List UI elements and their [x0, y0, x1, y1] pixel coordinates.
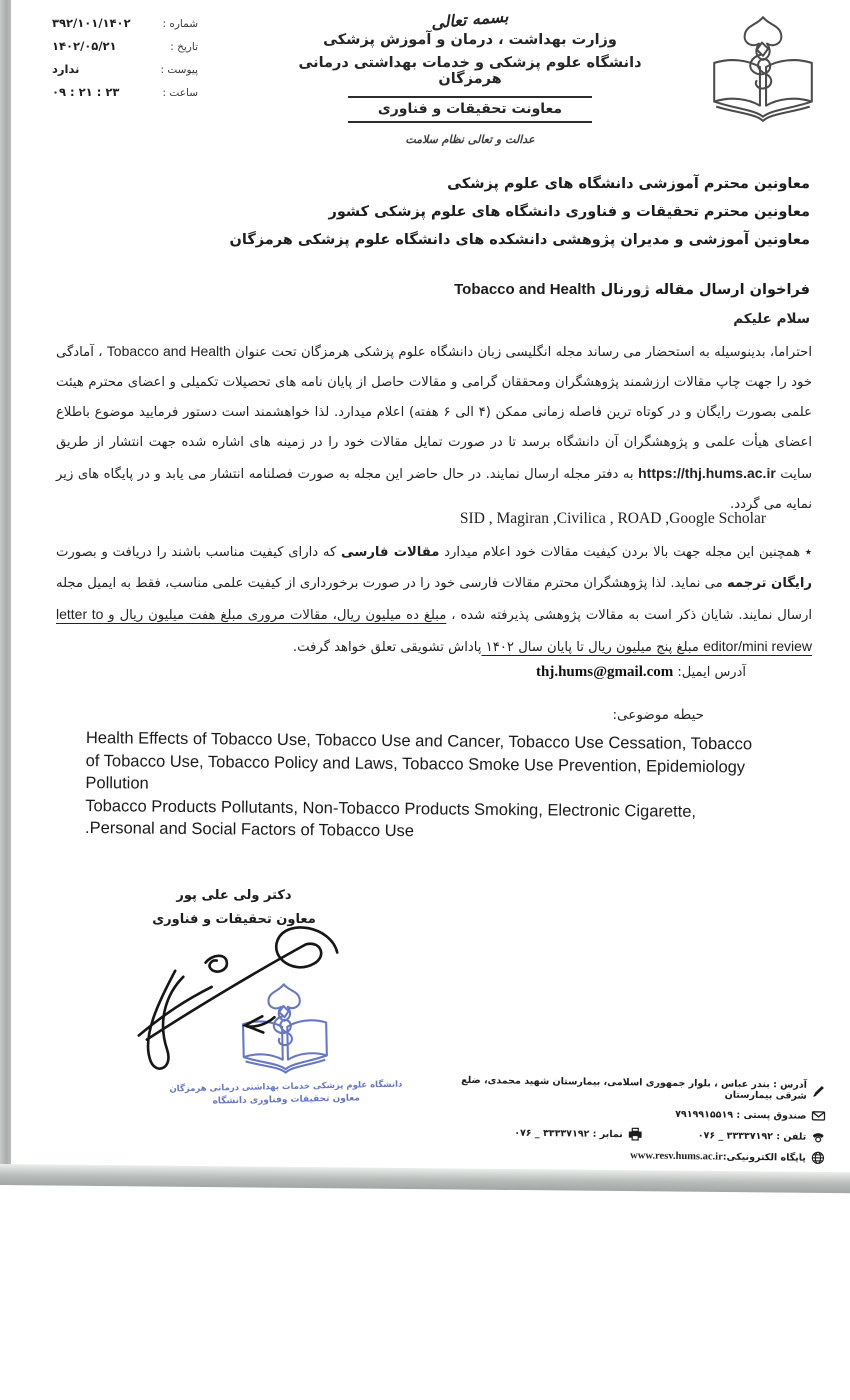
fax-printer-icon: [628, 1127, 642, 1141]
pen-icon: [812, 1084, 826, 1098]
letterhead-center: [286, 6, 654, 146]
stamp-text-line1: دانشگاه علوم پزشکی خدمات بهداشتی درمانی هرمزگان: [169, 1079, 403, 1095]
journal-site-url: https://thj.hums.ac.ir: [638, 465, 776, 481]
meta-value: ۱۴۰۲/۰۵/۲۱: [52, 39, 117, 53]
body1-text: احتراما، بدینوسیله به استحضار می رساند مجله انگلیسی زبان دانشگاه علوم پزشکی هرمزگان تحت عنوان: [230, 345, 812, 360]
meta-row-date: [52, 39, 198, 53]
body1-text: ، آمادگی خود را جهت چاپ مقالات ارزشمند پژوهشگران ومحققان گرامی و مقالات حاصل از پایان نامه های تحصیلات تکمیلی و اعضای محترم هیئت علمی بصورت رایگان و در کوتاه ترین فاصله زمانی ممکن (۴ الی ۶ هفته) اعلام میدارد. لذا خواهشمند است دستور فرمایید موضوع باطلاع اعضای هیأت علمی و پژوهشگران آن دانشگاه برسد تا در صورت تمایل مقالات خود را در زمینه های اشاره شده جهت انتشار از طریق سایت: [56, 345, 812, 482]
subject-line: [60, 281, 810, 298]
body2-text: ٭ همچنین این مجله جهت بالا بردن کیفیت مقالات خود اعلام میدارد: [439, 545, 812, 560]
meta-value: ندارد: [52, 62, 80, 76]
mail-icon: [811, 1109, 825, 1123]
website-label: پایگاه الکترونیکی:: [722, 1151, 806, 1164]
recipients: [60, 170, 810, 254]
journal-name-en: Tobacco and Health: [106, 343, 231, 359]
phone-fax-row: [427, 1124, 825, 1144]
address-row: [428, 1074, 826, 1102]
website-row: [427, 1145, 825, 1165]
email-label: آدرس ایمیل:: [673, 665, 746, 680]
subject-fa: فراخوان ارسال مقاله ژورنال: [595, 282, 810, 298]
meta-row-number: [52, 16, 198, 30]
topics-block: Health Effects of Tobacco Use, Tobacco Use and Cancer, Tobacco Use Cessation, Tobacco of Tobacco Use, Tobacco Policy and Laws, Tobacco Smoke Use Prevention, Epidemiology Pollution Tobacco Products Pollutants, Non-Tobacco Products Smoking, Electronic Cigarette, .Personal and Social Factors of Tobacco Use: [84, 728, 753, 841]
department-banner: معاونت تحقیقات و فناوری: [348, 96, 592, 123]
ministry-line: وزارت بهداشت ، درمان و آموزش پزشکی: [323, 32, 617, 48]
university-logo-icon: [702, 10, 824, 128]
bismillah-calligraphy: بسمه تعالی: [430, 6, 510, 33]
body2-text: پاداش تشویقی تعلق خواهد گرفت.: [292, 640, 482, 655]
indexing-line: SID , Magiran ,Civilica , ROAD ,Google Scholar: [459, 510, 766, 527]
body2-text: می نماید. لذا پژوهشگران محترم مقالات فارسی خود را در صورت برخورداری از کیفیت علمی مناسب، فقط به ایمیل مجله ارسال نمایند. شایان ذکر است به مقالات پژوهشی پذیرفته شده ،: [56, 576, 812, 623]
recipient-line: معاونین محترم آموزشی دانشگاه های علوم پزشکی: [447, 176, 810, 192]
footer-contact: [427, 1074, 826, 1172]
address-text: آدرس : بندر عباس ، بلوار جمهوری اسلامی، بیمارستان شهید محمدی، ضلع شرقی بیمارستان: [461, 1074, 808, 1102]
body-paragraph-1: [56, 336, 812, 520]
meta-row-attachment: [52, 62, 198, 76]
recipient-line: معاونین آموزشی و مدیران پژوهشی دانشکده های دانشگاه علوم پزشکی هرمزگان: [229, 232, 810, 248]
body-paragraph-2: [56, 537, 812, 663]
slogan-calligraphy: عدالت و تعالی نظام سلامت: [405, 133, 535, 146]
pobox-row: [427, 1103, 825, 1123]
meta-value: ۳۹۲/۱۰۱/۱۴۰۲: [52, 16, 131, 30]
email-line: [56, 664, 746, 681]
free-translation-bold: رایگان ترجمه: [726, 576, 813, 591]
signer-title: معاون تحقیقات و فناوری: [152, 912, 316, 927]
farsi-articles-bold: مقالات فارسی: [341, 545, 440, 560]
body2-text: که دارای کیفیت مناسب باشند را دریافت و بصورت: [56, 545, 342, 560]
reward-underlined: مبلغ ده میلیون ریال، مقالات مروری مبلغ هفت میلیون ریال و: [103, 608, 447, 623]
fax-text: نمابر : ۳۳۳۳۷۱۹۲ _ ۰۷۶: [514, 1127, 623, 1140]
website-url: www.resv.hums.ac.ir: [630, 1149, 723, 1163]
scanner-background: [0, 1186, 850, 1400]
email-address: thj.hums@gmail.com: [535, 664, 674, 680]
globe-icon: [811, 1151, 825, 1165]
university-line: دانشگاه علوم پزشکی و خدمات بهداشتی درمانی هرمزگان: [298, 55, 642, 87]
letter-to-editor-en: letter to editor/mini review: [56, 606, 812, 654]
letterhead-meta: [52, 16, 198, 108]
meta-row-time: [52, 85, 198, 99]
journal-name-en: Tobacco and Health: [454, 281, 596, 298]
stamp-text-line2: معاون تحقیقات وفناوری دانشگاه: [212, 1093, 360, 1107]
scope-label: حیطه موضوعی:: [612, 707, 704, 723]
meta-label: تاریخ :: [170, 41, 198, 53]
meta-label: ساعت :: [162, 87, 198, 99]
body1-text: به دفتر مجله ارسال نمایند. در حال حاضر این مجله به صورت فصلنامه انتشار می یابد و در پایگاه های زیر نمایه می گردد.: [56, 467, 812, 512]
recipient-line: معاونین محترم تحقیقات و فناوری دانشگاه های علوم پزشکی کشور: [328, 204, 810, 220]
scan-edge-left: [0, 0, 11, 1172]
greeting-line: سلام علیکم: [733, 311, 810, 327]
pobox-text: صندوق پستی : ۷۹۱۹۹۱۵۵۱۹: [675, 1108, 807, 1122]
phone-icon: [811, 1130, 825, 1144]
meta-label: شماره :: [162, 18, 198, 30]
phone-text: تلفن : ۳۳۳۳۷۱۹۲ _ ۰۷۶: [697, 1129, 807, 1143]
footer-gap: [642, 1134, 698, 1135]
signer-name: دکتر ولی علی پور: [176, 888, 292, 903]
reward-underlined: مبلغ پنج میلیون ریال تا پایان سال ۱۴۰۲: [481, 640, 704, 655]
signature-ink: [110, 912, 368, 1074]
meta-value: ۲۳ : ۲۱ : ۰۹: [52, 85, 120, 99]
meta-label: پیوست :: [160, 64, 198, 76]
